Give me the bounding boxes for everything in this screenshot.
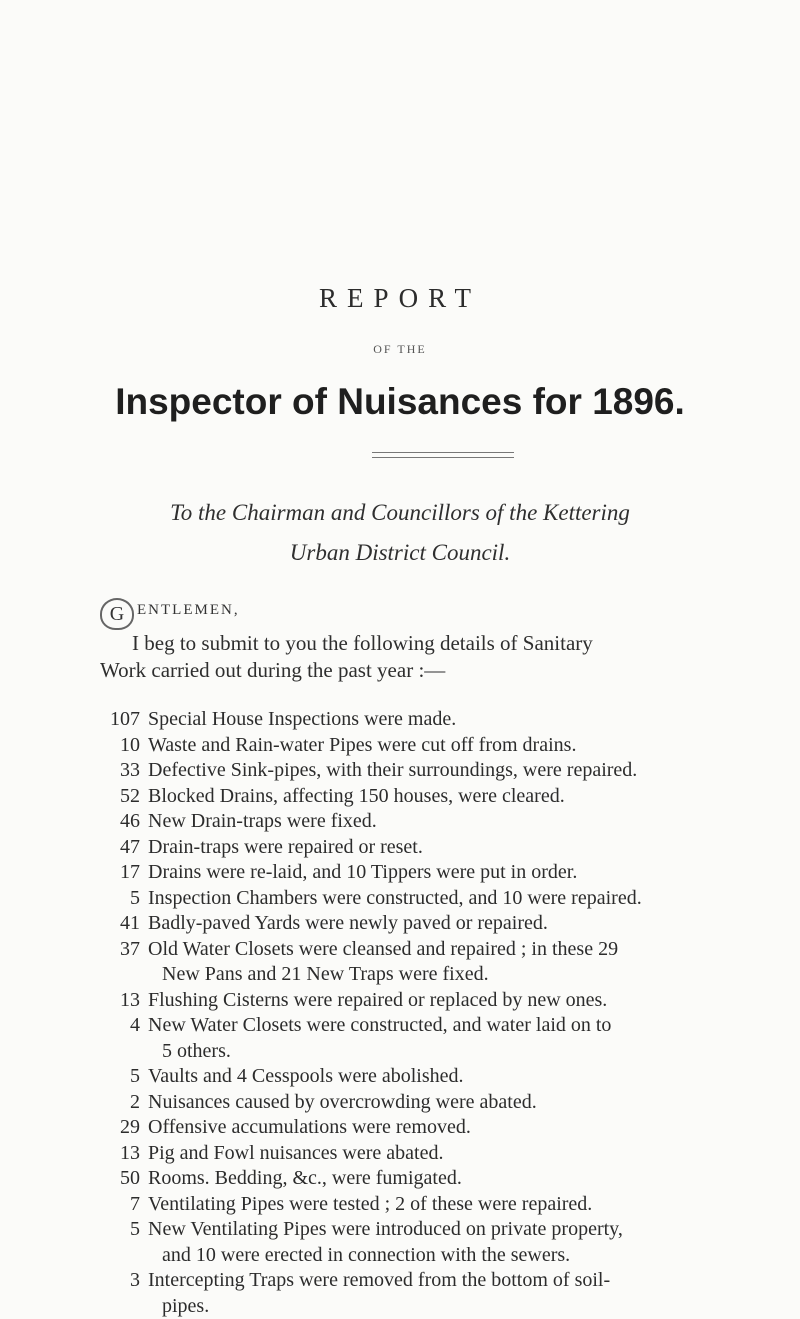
list-item (100, 1217, 770, 1243)
list-item (100, 1064, 770, 1090)
list-item (100, 1166, 770, 1192)
list-item (100, 784, 770, 810)
item-text: and 10 were erected in connection with the sewers. (148, 1243, 770, 1269)
work-items-list (100, 707, 770, 1319)
item-count: 5 (100, 1217, 140, 1243)
item-text: New Ventilating Pipes were introduced on private property, (148, 1217, 770, 1243)
item-count: 10 (100, 733, 140, 759)
list-item (100, 988, 770, 1014)
item-text: New Pans and 21 New Traps were fixed. (148, 962, 770, 988)
list-item (100, 1090, 770, 1116)
item-text: New Water Closets were constructed, and water laid on to (148, 1013, 770, 1039)
item-count (100, 1039, 140, 1065)
list-item (100, 937, 770, 963)
list-item (100, 758, 770, 784)
item-text: Badly-paved Yards were newly paved or repaired. (148, 911, 770, 937)
list-item (100, 1141, 770, 1167)
item-text: Nuisances caused by overcrowding were abated. (148, 1090, 770, 1116)
item-count: 13 (100, 988, 140, 1014)
intro-line-1: I beg to submit to you the following details of Sanitary (100, 630, 760, 657)
item-count: 5 (100, 886, 140, 912)
item-count: 4 (100, 1013, 140, 1039)
item-count: 5 (100, 1064, 140, 1090)
item-count: 29 (100, 1115, 140, 1141)
item-count: 37 (100, 937, 140, 963)
item-count (100, 1294, 140, 1319)
list-item-continuation (100, 1039, 770, 1065)
item-count: 2 (100, 1090, 140, 1116)
item-text: pipes. (148, 1294, 770, 1319)
item-text: Vaults and 4 Cesspools were abolished. (148, 1064, 770, 1090)
item-count: 3 (100, 1268, 140, 1294)
item-text: Pig and Fowl nuisances were abated. (148, 1141, 770, 1167)
item-count: 50 (100, 1166, 140, 1192)
list-item (100, 1192, 770, 1218)
item-count (100, 1243, 140, 1269)
drop-cap-initial: G (100, 598, 134, 630)
salutation (100, 594, 240, 630)
item-text: Drain-traps were repaired or reset. (148, 835, 770, 861)
list-item-continuation (100, 962, 770, 988)
item-text: Blocked Drains, affecting 150 houses, were cleared. (148, 784, 770, 810)
item-text: New Drain-traps were fixed. (148, 809, 770, 835)
report-heading: REPORT (0, 283, 800, 314)
item-text: Old Water Closets were cleansed and repaired ; in these 29 (148, 937, 770, 963)
list-item (100, 835, 770, 861)
item-text: Intercepting Traps were removed from the bottom of soil- (148, 1268, 770, 1294)
salutation-rest: ENTLEMEN, (137, 602, 240, 618)
report-title: Inspector of Nuisances for 1896. (0, 381, 800, 423)
item-count: 33 (100, 758, 140, 784)
item-count: 17 (100, 860, 140, 886)
item-text: Flushing Cisterns were repaired or replaced by new ones. (148, 988, 770, 1014)
item-count: 13 (100, 1141, 140, 1167)
item-text: Inspection Chambers were constructed, and 10 were repaired. (148, 886, 770, 912)
list-item (100, 707, 770, 733)
title-divider (372, 452, 514, 458)
item-text: Offensive accumulations were removed. (148, 1115, 770, 1141)
list-item-continuation (100, 1294, 770, 1319)
list-item (100, 1115, 770, 1141)
list-item (100, 1268, 770, 1294)
item-count: 107 (100, 707, 140, 733)
list-item (100, 809, 770, 835)
of-the-label: OF THE (0, 342, 800, 357)
item-text: Rooms. Bedding, &c., were fumigated. (148, 1166, 770, 1192)
intro-paragraph (100, 630, 760, 684)
item-count (100, 962, 140, 988)
list-item (100, 911, 770, 937)
list-item (100, 860, 770, 886)
item-count: 7 (100, 1192, 140, 1218)
item-text: Drains were re-laid, and 10 Tippers were put in order. (148, 860, 770, 886)
list-item (100, 886, 770, 912)
list-item-continuation (100, 1243, 770, 1269)
address-line-2: Urban District Council. (0, 540, 800, 566)
item-text: Special House Inspections were made. (148, 707, 770, 733)
item-text: 5 others. (148, 1039, 770, 1065)
item-count: 46 (100, 809, 140, 835)
list-item (100, 1013, 770, 1039)
address-line-1: To the Chairman and Councillors of the Kettering (0, 500, 800, 526)
item-count: 41 (100, 911, 140, 937)
item-count: 52 (100, 784, 140, 810)
item-text: Waste and Rain-water Pipes were cut off from drains. (148, 733, 770, 759)
item-count: 47 (100, 835, 140, 861)
item-text: Ventilating Pipes were tested ; 2 of these were repaired. (148, 1192, 770, 1218)
list-item (100, 733, 770, 759)
intro-line-2: Work carried out during the past year :— (100, 657, 760, 684)
item-text: Defective Sink-pipes, with their surroundings, were repaired. (148, 758, 770, 784)
